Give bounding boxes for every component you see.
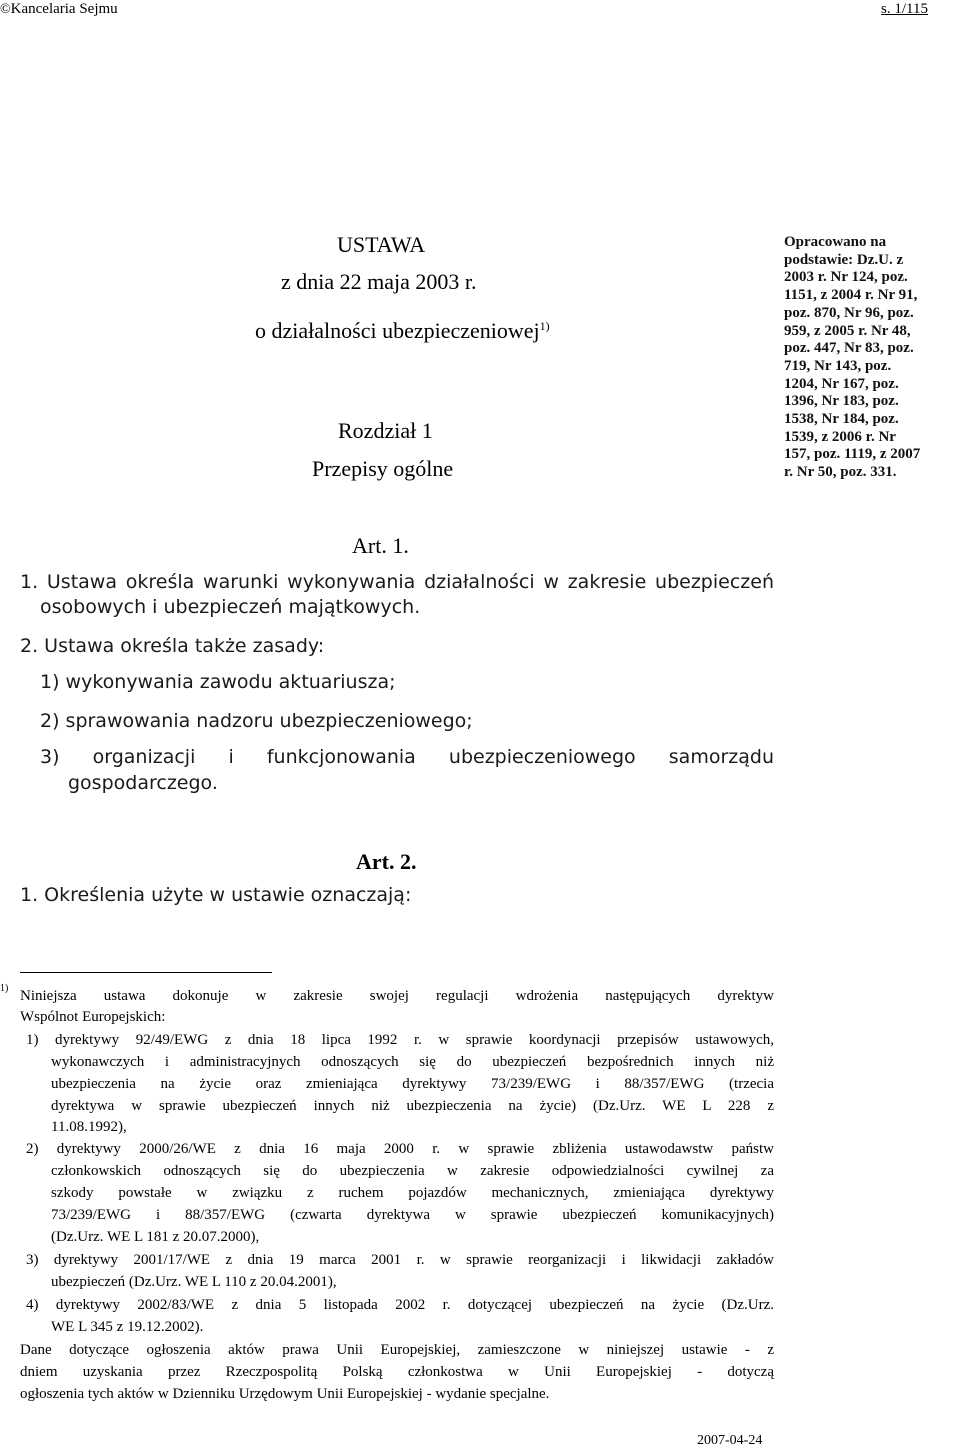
margin-note-line: 1538, Nr 184, poz. [784,411,899,428]
margin-note-line: 2003 r. Nr 124, poz. [784,269,908,286]
footnote-line: WE L 345 z 19.12.2002). [51,1319,204,1335]
act-name-text: o działalności ubezpieczeniowej [255,318,540,343]
margin-note-line: 1204, Nr 167, poz. [784,375,899,392]
article-1-heading: Art. 1. [352,533,409,558]
margin-note-line: r. Nr 50, poz. 331. [784,464,897,481]
footnote-line: 11.08.1992), [51,1119,127,1135]
act-name [255,318,550,347]
copyright-icon: © [0,2,11,17]
margin-note-line: 959, z 2005 r. Nr 48, [784,322,911,339]
art1-item-2: 2) sprawowania nadzoru ubezpieczeniowego; [40,710,473,732]
art1-para1-line1: 1. Ustawa określa warunki wykonywania działalności w zakresie ubezpieczeń [20,571,774,593]
margin-note-line: poz. 870, Nr 96, poz. [784,304,914,321]
footnote-line: wykonawczych i administracyjnych odnoszących się do ubezpieczeń bezpośrednich innych niż [51,1054,774,1070]
art1-item-3-line2: gospodarczego. [68,772,218,794]
footnote-line: 4) dyrektywy 2002/83/WE z dnia 5 listopada 2002 r. dotyczącej ubezpieczeń na życie (Dz.Urz. [26,1297,774,1313]
source-margin-note [784,234,960,482]
art1-item-1: 1) wykonywania zawodu aktuariusza; [40,671,396,693]
margin-note-line: 1539, z 2006 r. Nr [784,428,896,445]
art1-para1-line2: osobowych i ubezpieczeń majątkowych. [40,596,421,618]
footnote-marker: 1) [0,983,9,994]
footnote-separator [20,972,272,973]
footnote-ref-link[interactable]: 1) [539,319,550,333]
act-type-title: USTAWA [337,232,426,257]
chapter-number: Rozdział 1 [338,418,433,443]
footnote-line: 1) dyrektywy 92/49/EWG z dnia 18 lipca 1992 r. w sprawie koordynacji przepisów ustawowych, [26,1032,774,1048]
header-source [0,0,118,19]
margin-note-line: 1396, Nr 183, poz. [784,393,899,410]
footnote-line: dyrektywa w sprawie ubezpieczeń innych niż ubezpieczenia na życie) (Dz.Urz. WE L 228 z [51,1098,774,1114]
margin-note-line: 719, Nr 143, poz. [784,357,892,374]
footnote-line: ogłoszenia tych aktów w Dzienniku Urzędowym Unii Europejskiej - wydanie specjalne. [20,1386,550,1402]
act-date: z dnia 22 maja 2003 r. [281,269,477,294]
margin-note-line: 157, poz. 1119, z 2007 [784,446,921,463]
art2-para1: 1. Określenia użyte w ustawie oznaczają: [20,884,412,906]
footnote-line: ubezpieczeń (Dz.Urz. WE L 110 z 20.04.2001), [51,1274,337,1290]
footnote-line: Wspólnot Europejskich: [20,1009,166,1025]
margin-note-line: podstawie: Dz.U. z [784,251,904,268]
footnote-line: 3) dyrektywy 2001/17/WE z dnia 19 marca 2001 r. w sprawie reorganizacji i likwidacji zakładów [26,1252,774,1268]
margin-note-line: poz. 447, Nr 83, poz. [784,340,914,357]
source-label: Kancelaria Sejmu [10,1,118,17]
footnote-line: 2) dyrektywy 2000/26/WE z dnia 16 maja 2000 r. w sprawie zbliżenia ustawodawstw państw [26,1141,774,1157]
chapter-name: Przepisy ogólne [312,456,454,481]
footnote-line: Niniejsza ustawa dokonuje w zakresie swojej regulacji wdrożenia następujących dyrektyw [20,988,774,1004]
margin-note-line: 1151, z 2004 r. Nr 91, [784,287,918,304]
document-date: 2007-04-24 [697,1433,763,1448]
footnote-line: 73/239/EWG i 88/357/EWG (czwarta dyrektywa w sprawie ubezpieczeń komunikacyjnych) [51,1207,774,1223]
footnote-line: dniem uzyskania przez Rzeczpospolitą Polską członkostwa w Unii Europejskiej - dotyczą [20,1364,774,1380]
margin-note-line: Opracowano na [784,234,887,250]
footnote-line: ubezpieczenia na życie oraz zmieniająca dyrektywy 73/239/EWG i 88/357/EWG (trzecia [51,1076,774,1092]
page-number-link[interactable]: s. 1/115 [881,1,928,17]
art1-item-3-line1: 3) organizacji i funkcjonowania ubezpieczeniowego samorządu [40,746,774,768]
footnote-line: członkowskich odnoszących się do ubezpieczenia w zakresie odpowiedzialności cywilnej za [51,1163,774,1179]
article-2-heading: Art. 2. [356,849,417,874]
art1-para2: 2. Ustawa określa także zasady: [20,635,325,657]
footnote-line: (Dz.Urz. WE L 181 z 20.07.2000), [51,1229,260,1245]
footnote-line: szkody powstałe w związku z ruchem pojazdów mechanicznych, zmieniająca dyrektywy [51,1185,774,1201]
footnote-line: Dane dotyczące ogłoszenia aktów prawa Unii Europejskiej, zamieszczone w niniejszej ustawie - z [20,1342,774,1358]
